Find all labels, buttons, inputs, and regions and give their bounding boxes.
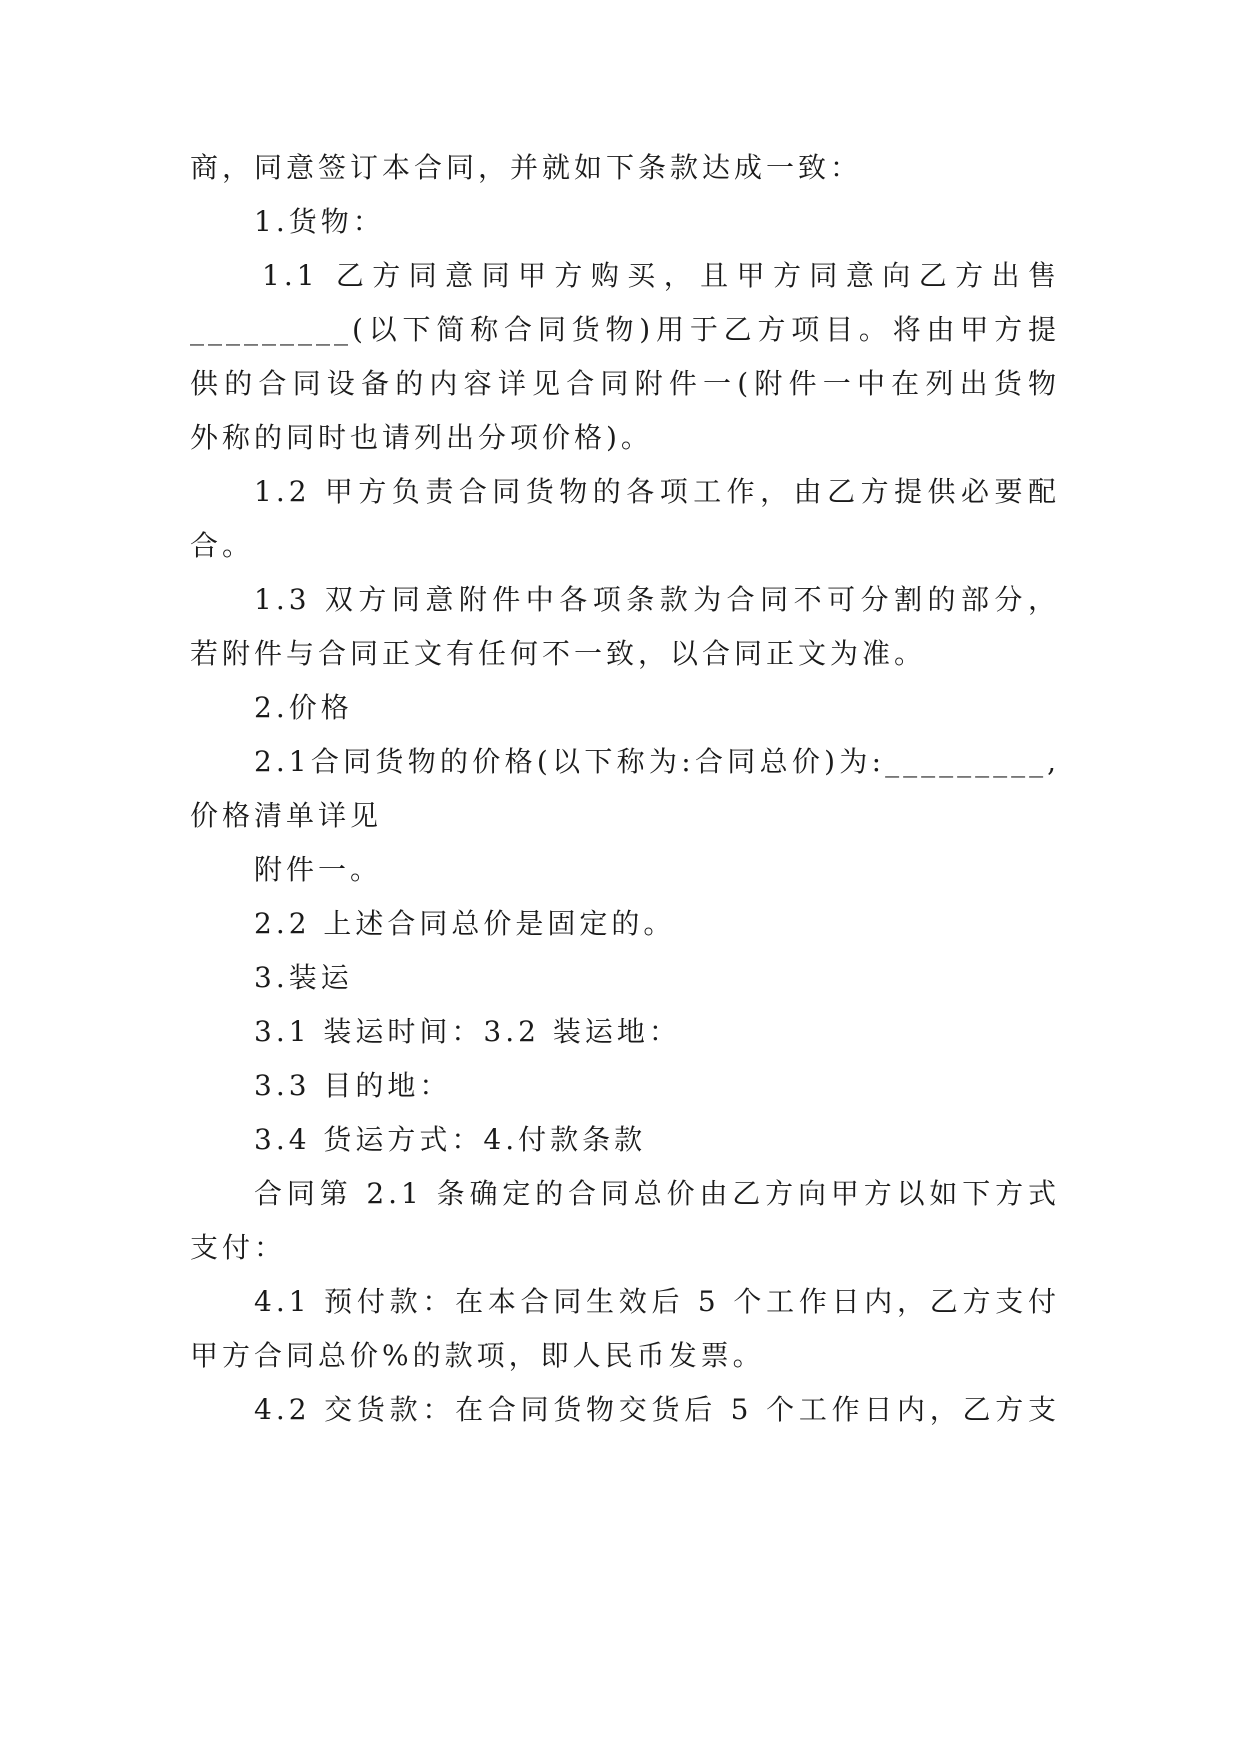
text-line: _________(以下简称合同货物)用于乙方项目。将由甲方提 xyxy=(190,313,1060,346)
text-line: 1.1 乙方同意同甲方购买，且甲方同意向乙方出售 xyxy=(262,259,1060,292)
section-heading: 1.货物： xyxy=(254,205,385,238)
text-line: 合。 xyxy=(190,529,255,562)
text-line: 外称的同时也请列出分项价格)。 xyxy=(190,421,653,454)
text-line: 4.1 预付款：在本合同生效后 5 个工作日内，乙方支付 xyxy=(254,1285,1060,1318)
text-line: 2.2 上述合同总价是固定的。 xyxy=(254,907,676,940)
text-line: 3.3 目的地： xyxy=(254,1069,452,1102)
text-line: 供的合同设备的内容详见合同附件一(附件一中在列出货物 xyxy=(190,367,1060,400)
text-line: 甲方合同总价%的款项，即人民币发票。 xyxy=(190,1339,765,1372)
text-line: 1.2 甲方负责合同货物的各项工作，由乙方提供必要配 xyxy=(254,475,1060,508)
text-line: 商，同意签订本合同，并就如下条款达成一致： xyxy=(190,151,863,184)
text-line: 支付： xyxy=(190,1231,287,1264)
text-line: 3.4 货运方式：4.付款条款 xyxy=(254,1123,647,1156)
section-heading: 2.价格 xyxy=(254,691,353,724)
text-line: 合同第 2.1 条确定的合同总价由乙方向甲方以如下方式 xyxy=(254,1177,1060,1210)
text-line: 2.1合同货物的价格(以下称为:合同总价)为:_________, xyxy=(254,745,1060,778)
text-line: 附件一。 xyxy=(254,853,383,886)
text-line: 若附件与合同正文有任何不一致，以合同正文为准。 xyxy=(190,637,927,670)
text-line: 3.1 装运时间：3.2 装运地： xyxy=(254,1015,681,1048)
text-line: 1.3 双方同意附件中各项条款为合同不可分割的部分， xyxy=(254,583,1060,616)
section-heading: 3.装运 xyxy=(254,961,353,994)
text-line: 4.2 交货款：在合同货物交货后 5 个工作日内，乙方支 xyxy=(254,1393,1060,1426)
text-line: 价格清单详见 xyxy=(190,799,383,832)
